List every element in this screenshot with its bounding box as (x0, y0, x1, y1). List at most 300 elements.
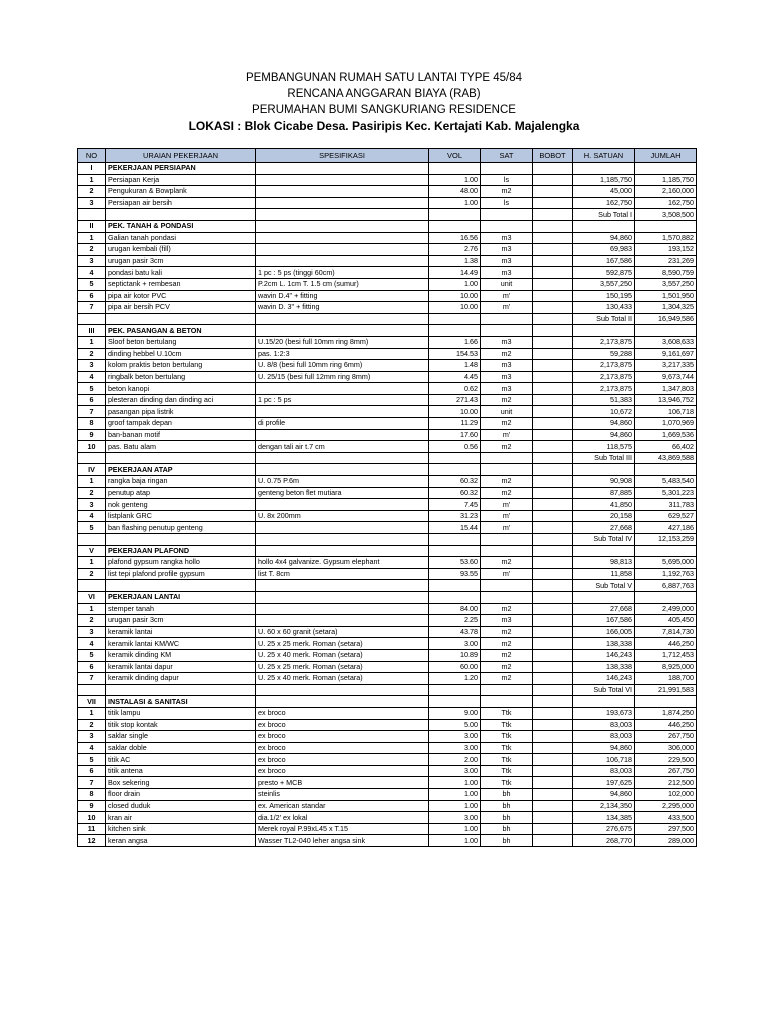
header-harga-satuan: H. SATUAN (573, 149, 635, 163)
subtotal-label: Sub Total V (573, 580, 635, 592)
item-unit-price: 87,885 (573, 487, 635, 499)
item-unit-price: 146,243 (573, 673, 635, 685)
item-unit: m3 (481, 371, 533, 383)
empty-cell (573, 464, 635, 476)
subtotal-value: 3,508,500 (635, 209, 697, 221)
item-volume: 10.00 (429, 290, 481, 302)
section-row (78, 220, 697, 232)
item-number: 5 (78, 278, 106, 290)
item-spec: dia.1/2' ex lokal (256, 812, 429, 824)
item-unit: m' (481, 510, 533, 522)
subtotal-row (78, 580, 697, 592)
item-spec: presto + MCB (256, 777, 429, 789)
item-number: 1 (78, 232, 106, 244)
item-unit-price: 90,908 (573, 476, 635, 488)
empty-cell (481, 325, 533, 337)
item-volume: 7.45 (429, 499, 481, 511)
item-bobot (533, 476, 573, 488)
table-row (78, 661, 697, 673)
item-number: 1 (78, 174, 106, 186)
empty-cell (256, 325, 429, 337)
item-unit: m2 (481, 638, 533, 650)
item-bobot (533, 731, 573, 743)
item-volume: 3.00 (429, 812, 481, 824)
item-unit-price: 276,675 (573, 823, 635, 835)
item-name: Persiapan air bersih (106, 197, 256, 209)
item-spec: hollo 4x4 galvanize. Gypsum elephant (256, 557, 429, 569)
item-name: septictank + rembesan (106, 278, 256, 290)
item-volume: 84.00 (429, 603, 481, 615)
item-total: 289,000 (635, 835, 697, 847)
item-volume: 10.89 (429, 649, 481, 661)
item-unit-price: 94,860 (573, 789, 635, 801)
table-row (78, 360, 697, 372)
item-total: 297,500 (635, 823, 697, 835)
empty-cell (573, 545, 635, 557)
item-number: 2 (78, 615, 106, 627)
header-jumlah: JUMLAH (635, 149, 697, 163)
item-total: 188,700 (635, 673, 697, 685)
empty-cell (533, 684, 573, 696)
item-spec (256, 174, 429, 186)
table-row (78, 186, 697, 198)
item-spec: U. 8x 200mm (256, 510, 429, 522)
item-spec (256, 232, 429, 244)
item-total: 433,500 (635, 812, 697, 824)
section-row (78, 545, 697, 557)
empty-cell (533, 534, 573, 546)
table-row (78, 510, 697, 522)
item-unit: m2 (481, 348, 533, 360)
item-name: kolom praktis beton bertulang (106, 360, 256, 372)
item-spec: 1 pc : 5 ps (256, 394, 429, 406)
item-total: 3,608,633 (635, 336, 697, 348)
item-unit-price: 59,288 (573, 348, 635, 360)
item-name: listplank GRC (106, 510, 256, 522)
item-total: 231,269 (635, 255, 697, 267)
item-spec: U. 25 x 40 merk. Roman (setara) (256, 649, 429, 661)
empty-cell (635, 591, 697, 603)
empty-cell (573, 220, 635, 232)
empty-cell (256, 220, 429, 232)
item-spec: dengan tali air t.7 cm (256, 441, 429, 453)
title-line-3: PERUMAHAN BUMI SANGKURIANG RESIDENCE (252, 104, 516, 116)
item-volume: 1.00 (429, 800, 481, 812)
item-bobot (533, 302, 573, 314)
item-unit-price: 162,750 (573, 197, 635, 209)
item-unit: m' (481, 429, 533, 441)
item-number: 9 (78, 800, 106, 812)
item-volume: 48.00 (429, 186, 481, 198)
empty-cell (533, 591, 573, 603)
empty-cell (533, 696, 573, 708)
table-row (78, 441, 697, 453)
item-bobot (533, 278, 573, 290)
item-volume: 1.38 (429, 255, 481, 267)
item-volume: 5.00 (429, 719, 481, 731)
section-row (78, 163, 697, 175)
title-line-2: RENCANA ANGGARAN BIAYA (RAB) (287, 88, 481, 100)
item-spec: ex broco (256, 707, 429, 719)
item-total: 3,557,250 (635, 278, 697, 290)
table-row (78, 742, 697, 754)
section-number: III (78, 325, 106, 337)
item-volume: 31.23 (429, 510, 481, 522)
item-spec: ex broco (256, 742, 429, 754)
item-unit: m2 (481, 487, 533, 499)
section-name: PEKERJAAN PLAFOND (106, 545, 256, 557)
item-name: urugan pasir 3cm (106, 255, 256, 267)
table-row (78, 765, 697, 777)
table-row (78, 418, 697, 430)
section-name: INSTALASI & SANITASI (106, 696, 256, 708)
item-name: Persiapan Kerja (106, 174, 256, 186)
item-spec (256, 383, 429, 395)
item-number: 3 (78, 255, 106, 267)
item-unit: m2 (481, 557, 533, 569)
empty-cell (481, 591, 533, 603)
section-number: VII (78, 696, 106, 708)
item-unit-price: 167,586 (573, 615, 635, 627)
item-number: 4 (78, 638, 106, 650)
item-bobot (533, 823, 573, 835)
item-number: 1 (78, 603, 106, 615)
subtotal-value: 16,949,586 (635, 313, 697, 325)
item-number: 6 (78, 661, 106, 673)
section-number: II (78, 220, 106, 232)
empty-cell (481, 580, 533, 592)
item-total: 405,450 (635, 615, 697, 627)
item-number: 5 (78, 522, 106, 534)
item-number: 2 (78, 186, 106, 198)
item-volume: 4.45 (429, 371, 481, 383)
item-volume: 3.00 (429, 638, 481, 650)
item-bobot (533, 371, 573, 383)
table-row (78, 800, 697, 812)
empty-cell (481, 163, 533, 175)
item-volume: 1.00 (429, 789, 481, 801)
item-volume: 1.00 (429, 835, 481, 847)
item-spec: U. 60 x 60 granit (setara) (256, 626, 429, 638)
item-name: keramik lantai (106, 626, 256, 638)
item-bobot (533, 742, 573, 754)
item-unit-price: 167,586 (573, 255, 635, 267)
table-row (78, 406, 697, 418)
item-number: 8 (78, 418, 106, 430)
empty-cell (106, 684, 256, 696)
empty-cell (481, 545, 533, 557)
item-spec: U. 0.75 P.6m (256, 476, 429, 488)
item-total: 446,250 (635, 638, 697, 650)
table-row (78, 255, 697, 267)
empty-cell (256, 545, 429, 557)
item-number: 2 (78, 719, 106, 731)
item-volume: 93.55 (429, 568, 481, 580)
section-number: VI (78, 591, 106, 603)
item-number: 3 (78, 499, 106, 511)
item-unit-price: 2,173,875 (573, 371, 635, 383)
item-spec: di profile (256, 418, 429, 430)
empty-cell (635, 696, 697, 708)
empty-cell (573, 696, 635, 708)
item-total: 1,185,750 (635, 174, 697, 186)
item-bobot (533, 615, 573, 627)
subtotal-row (78, 534, 697, 546)
item-total: 306,000 (635, 742, 697, 754)
item-volume: 10.00 (429, 302, 481, 314)
item-unit: bh (481, 789, 533, 801)
header-vol: VOL (429, 149, 481, 163)
empty-cell (573, 163, 635, 175)
item-unit-price: 166,005 (573, 626, 635, 638)
item-bobot (533, 835, 573, 847)
item-unit: m3 (481, 615, 533, 627)
empty-cell (256, 464, 429, 476)
item-name: plesteran dinding dan dinding aci (106, 394, 256, 406)
item-name: pondasi batu kali (106, 267, 256, 279)
item-unit-price: 2,173,875 (573, 383, 635, 395)
item-volume: 2.00 (429, 754, 481, 766)
item-spec: U. 25 x 25 merk. Roman (setara) (256, 661, 429, 673)
item-number: 9 (78, 429, 106, 441)
item-unit: ls (481, 197, 533, 209)
item-volume: 10.00 (429, 406, 481, 418)
header-uraian: URAIAN PEKERJAAN (106, 149, 256, 163)
item-unit-price: 69,983 (573, 244, 635, 256)
table-row (78, 267, 697, 279)
section-number: V (78, 545, 106, 557)
item-volume: 17.60 (429, 429, 481, 441)
item-unit: ls (481, 174, 533, 186)
item-unit-price: 150,195 (573, 290, 635, 302)
item-name: kran air (106, 812, 256, 824)
empty-cell (533, 325, 573, 337)
header-spesifikasi: SPESIFIKASI (256, 149, 429, 163)
item-name: kitchen sink (106, 823, 256, 835)
item-name: rangka baja ringan (106, 476, 256, 488)
empty-cell (481, 696, 533, 708)
subtotal-value: 21,991,583 (635, 684, 697, 696)
table-row (78, 719, 697, 731)
item-number: 4 (78, 371, 106, 383)
item-name: saklar single (106, 731, 256, 743)
item-volume: 1.00 (429, 777, 481, 789)
item-unit-price: 98,813 (573, 557, 635, 569)
item-number: 1 (78, 336, 106, 348)
subtotal-label: Sub Total III (573, 452, 635, 464)
empty-cell (429, 545, 481, 557)
item-unit-price: 45,000 (573, 186, 635, 198)
item-bobot (533, 336, 573, 348)
empty-cell (481, 220, 533, 232)
item-total: 629,527 (635, 510, 697, 522)
item-spec (256, 615, 429, 627)
item-volume: 1.48 (429, 360, 481, 372)
empty-cell (106, 209, 256, 221)
table-row (78, 603, 697, 615)
item-bobot (533, 557, 573, 569)
item-number: 6 (78, 765, 106, 777)
item-total: 1,501,950 (635, 290, 697, 302)
item-name: nok genteng (106, 499, 256, 511)
item-name: ban flashing penutup genteng (106, 522, 256, 534)
item-number: 11 (78, 823, 106, 835)
item-name: titik stop kontak (106, 719, 256, 731)
item-name: penutup atap (106, 487, 256, 499)
table-body (78, 163, 697, 847)
item-unit: m3 (481, 267, 533, 279)
item-number: 4 (78, 510, 106, 522)
subtotal-label: Sub Total IV (573, 534, 635, 546)
item-volume: 3.00 (429, 731, 481, 743)
empty-cell (256, 591, 429, 603)
empty-cell (256, 209, 429, 221)
table-row (78, 290, 697, 302)
item-total: 1,070,969 (635, 418, 697, 430)
item-unit-price: 94,860 (573, 429, 635, 441)
item-name: keramik lantai KM/WC (106, 638, 256, 650)
item-unit: Ttk (481, 754, 533, 766)
item-name: pipa air kotor PVC (106, 290, 256, 302)
subtotal-row (78, 452, 697, 464)
item-bobot (533, 197, 573, 209)
item-bobot (533, 360, 573, 372)
item-spec: ex broco (256, 719, 429, 731)
item-volume: 271.43 (429, 394, 481, 406)
item-volume: 1.00 (429, 174, 481, 186)
location-line: LOKASI : Blok Cicabe Desa. Pasiripis Kec. Kertajati Kab. Majalengka (188, 119, 580, 133)
item-total: 9,673,744 (635, 371, 697, 383)
item-number: 10 (78, 441, 106, 453)
item-number: 7 (78, 406, 106, 418)
table-row (78, 568, 697, 580)
item-total: 1,570,882 (635, 232, 697, 244)
table-row (78, 638, 697, 650)
item-unit: Ttk (481, 777, 533, 789)
item-bobot (533, 777, 573, 789)
empty-cell (429, 591, 481, 603)
item-number: 1 (78, 557, 106, 569)
empty-cell (78, 580, 106, 592)
item-unit: m3 (481, 336, 533, 348)
item-number: 12 (78, 835, 106, 847)
table-row (78, 429, 697, 441)
item-volume: 0.62 (429, 383, 481, 395)
item-total: 267,750 (635, 731, 697, 743)
item-volume: 9.00 (429, 707, 481, 719)
empty-cell (533, 452, 573, 464)
empty-cell (481, 464, 533, 476)
item-number: 2 (78, 487, 106, 499)
item-unit: m3 (481, 255, 533, 267)
table-row (78, 348, 697, 360)
item-bobot (533, 267, 573, 279)
item-name: ban-banan motif (106, 429, 256, 441)
item-spec (256, 186, 429, 198)
item-unit: bh (481, 812, 533, 824)
item-volume: 3.00 (429, 742, 481, 754)
item-total: 5,695,000 (635, 557, 697, 569)
table-row (78, 522, 697, 534)
item-bobot (533, 290, 573, 302)
empty-cell (533, 545, 573, 557)
item-total: 267,750 (635, 765, 697, 777)
item-volume: 2.76 (429, 244, 481, 256)
header-sat: SAT (481, 149, 533, 163)
empty-cell (429, 696, 481, 708)
table-row (78, 244, 697, 256)
item-bobot (533, 186, 573, 198)
item-bobot (533, 418, 573, 430)
item-volume: 16.56 (429, 232, 481, 244)
item-bobot (533, 603, 573, 615)
item-spec (256, 255, 429, 267)
item-unit-price: 51,383 (573, 394, 635, 406)
item-unit-price: 20,158 (573, 510, 635, 522)
empty-cell (256, 452, 429, 464)
item-unit: m3 (481, 232, 533, 244)
item-spec (256, 499, 429, 511)
item-spec: Merek royal P.99xL45 x T.15 (256, 823, 429, 835)
item-unit-price: 1,185,750 (573, 174, 635, 186)
item-bobot (533, 487, 573, 499)
table-row (78, 383, 697, 395)
item-unit: Ttk (481, 742, 533, 754)
table-row (78, 626, 697, 638)
table-row (78, 557, 697, 569)
section-number: I (78, 163, 106, 175)
item-volume: 0.56 (429, 441, 481, 453)
item-spec: ex. American standar (256, 800, 429, 812)
item-unit: bh (481, 823, 533, 835)
empty-cell (106, 452, 256, 464)
item-name: urugan kembali (fill) (106, 244, 256, 256)
item-number: 5 (78, 649, 106, 661)
item-number: 5 (78, 754, 106, 766)
subtotal-label: Sub Total II (573, 313, 635, 325)
empty-cell (256, 580, 429, 592)
item-unit: m2 (481, 476, 533, 488)
item-bobot (533, 174, 573, 186)
item-name: list tepi plafond profile gypsum (106, 568, 256, 580)
table-row (78, 476, 697, 488)
item-volume: 1.20 (429, 673, 481, 685)
table-row (78, 174, 697, 186)
section-name: PEKERJAAN ATAP (106, 464, 256, 476)
item-name: pas. Batu alam (106, 441, 256, 453)
item-total: 2,499,000 (635, 603, 697, 615)
item-bobot (533, 499, 573, 511)
item-unit-price: 10,672 (573, 406, 635, 418)
item-unit: m2 (481, 418, 533, 430)
item-bobot (533, 661, 573, 673)
item-spec: ex broco (256, 754, 429, 766)
item-bobot (533, 789, 573, 801)
item-spec (256, 197, 429, 209)
empty-cell (106, 534, 256, 546)
table-row (78, 394, 697, 406)
empty-cell (573, 325, 635, 337)
item-unit: Ttk (481, 731, 533, 743)
item-unit-price: 138,338 (573, 661, 635, 673)
item-bobot (533, 232, 573, 244)
item-bobot (533, 244, 573, 256)
item-spec: list T. 8cm (256, 568, 429, 580)
table-row (78, 487, 697, 499)
item-unit-price: 94,860 (573, 232, 635, 244)
item-unit-price: 106,718 (573, 754, 635, 766)
header-row (78, 149, 697, 163)
